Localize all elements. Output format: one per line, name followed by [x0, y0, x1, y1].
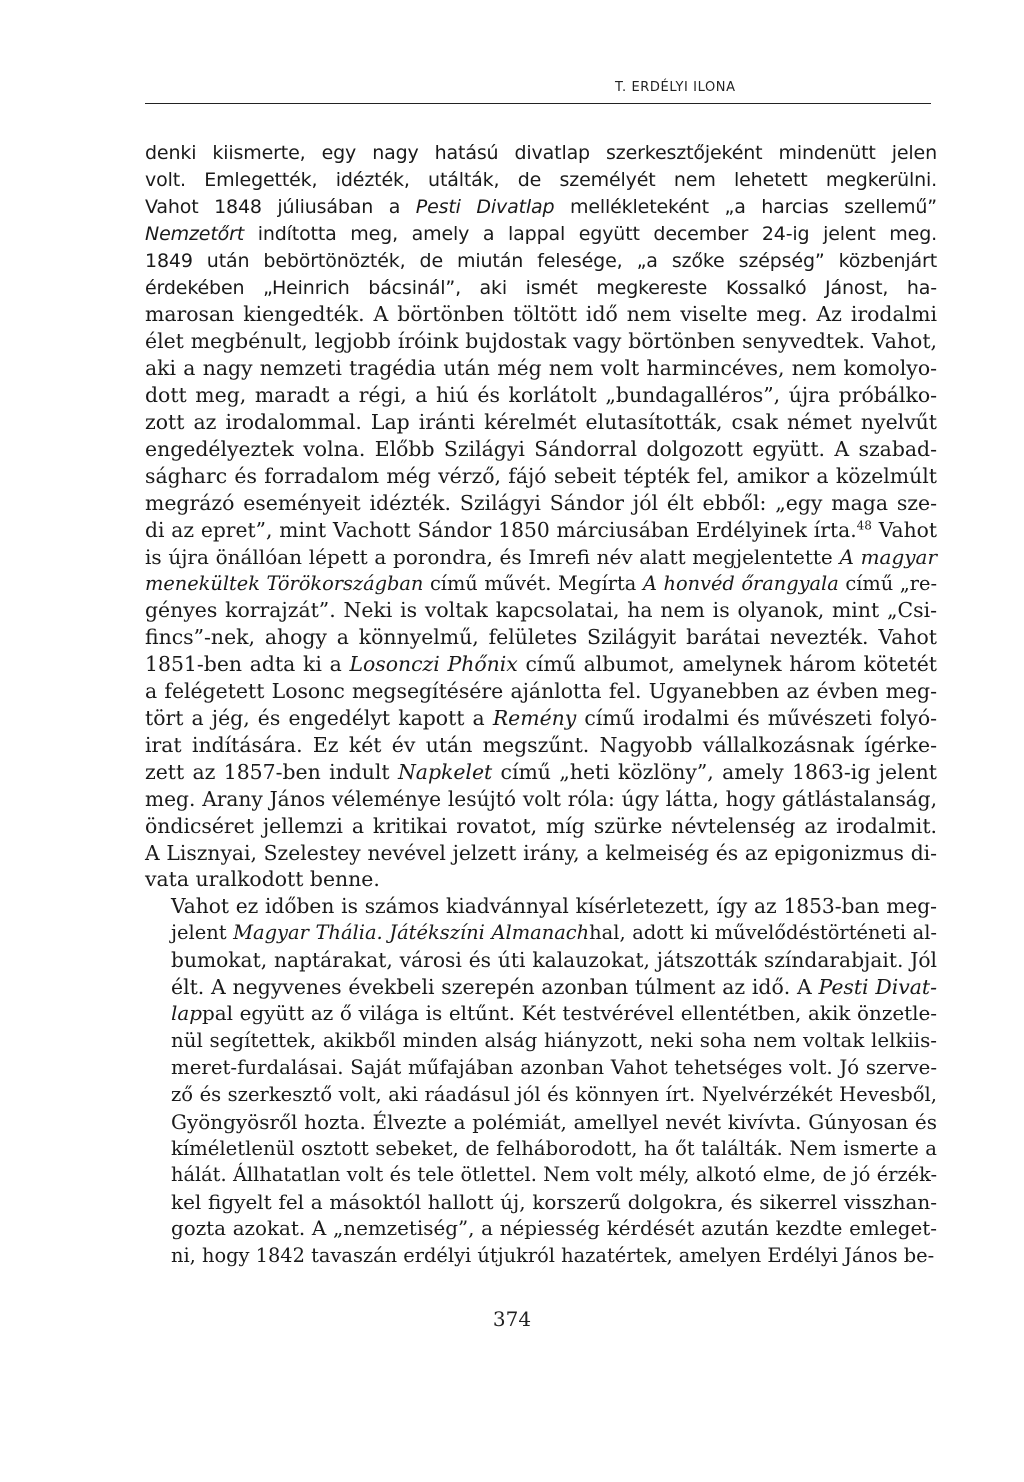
italic-title: A honvéd őrangyala: [642, 571, 839, 595]
text-run: vata uralkodott benne.: [145, 867, 380, 892]
text-line: [145, 813, 937, 840]
text-run: című albumot, amelynek három kötetét: [517, 652, 938, 677]
text-line: [145, 705, 937, 732]
italic-title: A magyar: [839, 544, 938, 569]
italic-title: menekültek Törökországban: [145, 571, 424, 595]
text-run: zott az irodalommal. Lap iránti kérelmét elutasították, csak német nyelvűt: [145, 410, 937, 435]
text-line: [145, 759, 937, 786]
text-line: [145, 678, 937, 705]
text-run: gozta azokat. A „nemzetiség”, a népiesség kérdését azután kezdte emleget-: [171, 1217, 937, 1241]
text-line: [145, 436, 937, 463]
text-run: élt. A negyvenes évekbeli szerepén azonban túlment az idő. A: [171, 975, 819, 1000]
italic-title: lap: [171, 1002, 202, 1025]
text-run: 1849 után bebörtönözték, de miután felesége, „a szőke szépség” közbenjárt: [145, 249, 937, 272]
text-run: mellékleteként „a harcias szellemű”: [554, 195, 937, 218]
text-line: [145, 248, 937, 275]
text-line: [145, 571, 937, 598]
text-line: [145, 1082, 937, 1109]
text-run: nül segítettek, akikből minden alság hiányzott, neki soha nem voltak lelkiis-: [171, 1028, 937, 1052]
text-line: [145, 355, 937, 382]
text-line: [145, 947, 937, 974]
text-run: meg. Arany János véleménye lesújtó volt róla: úgy látta, hogy gátlástalanság,: [145, 786, 937, 811]
text-run: gényes korrajzát”. Neki is voltak kapcsolatai, ha nem is olyanok, mint „Csi-: [145, 598, 937, 623]
text-run: volt. Emlegették, idézték, utálták, de személyét nem lehetett megkerülni.: [145, 168, 937, 191]
text-line: [145, 920, 937, 947]
text-run: hal, adott ki művelődéstörténeti al-: [589, 921, 937, 945]
page-number: 374: [492, 1307, 532, 1331]
text-run: című „re-: [838, 571, 937, 595]
text-line: [145, 301, 937, 328]
text-line: [145, 328, 937, 355]
text-line: [145, 1243, 937, 1270]
text-line: [145, 221, 937, 248]
text-run: 1851-ben adta ki a: [145, 652, 350, 677]
text-run: bumokat, naptárakat, városi és úti kalauzokat, játszották színdarabjait. Jól: [171, 948, 937, 973]
text-line: [145, 1001, 937, 1028]
text-run: di az epret”, mint Vachott Sándor 1850 márciusában Erdélyinek írta.: [145, 517, 857, 542]
text-run: ságharc és forradalom még vérző, fájó sebeit tépték fel, amikor a közelmúlt: [145, 463, 937, 488]
text-run: érdekében „Heinrich bácsinál”, aki ismét megkereste Kossalkó Jánost, ha-: [145, 276, 937, 299]
text-line: [145, 140, 937, 167]
text-run: tört a jég, és engedélyt kapott a: [145, 706, 493, 731]
text-run: meret-furdalásai. Saját műfajában azonban Vahot tehetséges volt. Jó szerve-: [171, 1055, 937, 1079]
text-run: irat indítására. Ez két év után megszűnt. Nagyobb vállalkozásnak ígérke-: [145, 732, 937, 757]
text-run: dott meg, maradt a régi, a hiú és korlátolt „bundagalléros”, újra próbálko-: [145, 383, 937, 408]
italic-title: Magyar Thália. Játékszíni Almanach: [233, 921, 590, 945]
running-header: [145, 80, 931, 104]
paragraph: [145, 893, 937, 1270]
text-line: [145, 490, 937, 517]
text-line: [145, 409, 937, 436]
text-line: [145, 840, 937, 867]
text-line: [145, 1136, 937, 1163]
text-run: öndicséret jellemzi a kritikai rovatot, míg szürke névtelenség az irodalmit.: [145, 813, 937, 838]
text-line: [145, 463, 937, 490]
italic-title: Pesti Divat-: [818, 975, 937, 1000]
text-line: [145, 167, 937, 194]
text-run: ni, hogy 1842 tavaszán erdélyi útjukról hazatértek, amelyen Erdélyi János be-: [171, 1244, 935, 1268]
text-line: [145, 974, 937, 1001]
text-run: hálát. Állhatatlan volt és tele ötlettel. Nem volt mély, alkotó elme, de jó érzék-: [171, 1163, 937, 1187]
text-line: [145, 651, 937, 678]
paragraph: [145, 140, 937, 893]
text-run: a felégetett Losonc megsegítésére ajánlotta fel. Ugyanebben az évben meg-: [145, 679, 937, 704]
text-run: Gyöngyösről hozta. Élvezte a polémiát, amellyel nevét kivívta. Gúnyosan és: [171, 1109, 937, 1134]
text-line: [145, 866, 937, 893]
text-run: aki a nagy nemzeti tragédia után még nem volt harmincéves, nem komolyo-: [145, 356, 937, 381]
italic-title: Losonczi Phőnix: [349, 652, 518, 677]
text-line: [145, 275, 937, 302]
italic-title: Napkelet: [397, 759, 493, 784]
text-run: élet megbénult, legjobb íróink bujdostak vagy börtönben senyvedtek. Vahot,: [145, 329, 937, 354]
text-run: pal együtt az ő világa is eltűnt. Két testvérével ellentétben, akik önzetle-: [201, 1002, 937, 1025]
text-line: [145, 786, 937, 813]
text-line: [145, 382, 937, 409]
text-line: [145, 517, 937, 544]
footnote-ref: 48: [856, 517, 872, 532]
text-run: ző és szerkesztő volt, aki ráadásul jól és könnyen írt. Nyelvérzékét Hevesből,: [171, 1082, 937, 1106]
text-line: [145, 1055, 937, 1082]
running-title: T. ERDÉLYI ILONA: [615, 80, 736, 95]
text-line: [145, 732, 937, 759]
text-line: [145, 624, 937, 651]
text-line: [145, 1216, 937, 1243]
text-line: [145, 1162, 937, 1189]
text-run: kíméletlenül osztott sebeket, de felháborodott, ha őt találták. Nem ismerte a: [171, 1136, 937, 1160]
text-run: fincs”-nek, ahogy a könnyelmű, felületes Szilágyit barátai nevezték. Vahot: [145, 625, 937, 650]
text-run: zett az 1857-ben indult: [145, 759, 398, 784]
text-run: Vahot 1848 júliusában a: [145, 195, 416, 218]
text-line: [145, 893, 937, 920]
text-run: című művét. Megírta: [423, 571, 643, 595]
italic-title: Nemzetőrt: [145, 222, 245, 245]
text-run: című „heti közlöny”, amely 1863-ig jelent: [492, 759, 937, 784]
body-text: [145, 140, 937, 1270]
text-run: Vahot ez időben is számos kiadvánnyal kísérletezett, így az 1853-ban meg-: [171, 894, 937, 919]
text-run: engedélyeztek volna. Előbb Szilágyi Sándorral dolgozott együtt. A szabad-: [145, 436, 937, 461]
text-line: [145, 544, 937, 571]
text-run: marosan kiengedték. A börtönben töltött idő nem viselte meg. Az irodalmi: [145, 302, 937, 327]
text-run: Vahot: [871, 517, 937, 542]
text-run: kel figyelt fel a másoktól hallott új, korszerű dolgokra, és sikerrel visszhan-: [171, 1190, 937, 1215]
text-line: [145, 597, 937, 624]
text-line: [145, 194, 937, 221]
text-line: [145, 1109, 937, 1136]
text-line: [145, 1189, 937, 1216]
text-line: [145, 1028, 937, 1055]
italic-title: Pesti Divatlap: [415, 195, 555, 218]
text-run: is újra önállóan lépett a porondra, és Imrefi név alatt megjelentette: [145, 544, 840, 569]
text-run: A Lisznyai, Szelestey nevével jelzett irány, a kelmeiség és az epigonizmus di-: [145, 840, 937, 865]
italic-title: Remény: [492, 706, 577, 731]
text-run: című irodalmi és művészeti folyó-: [576, 706, 937, 731]
text-run: jelent: [171, 921, 234, 945]
text-run: denki kiismerte, egy nagy hatású divatlap szerkesztőjeként mindenütt jelen: [145, 142, 937, 164]
text-run: megrázó eseményeit idézték. Szilágyi Sándor jól élt ebből: „egy maga sze-: [145, 490, 937, 515]
text-run: indította meg, amely a lappal együtt december 24-ig jelent meg.: [244, 222, 937, 245]
